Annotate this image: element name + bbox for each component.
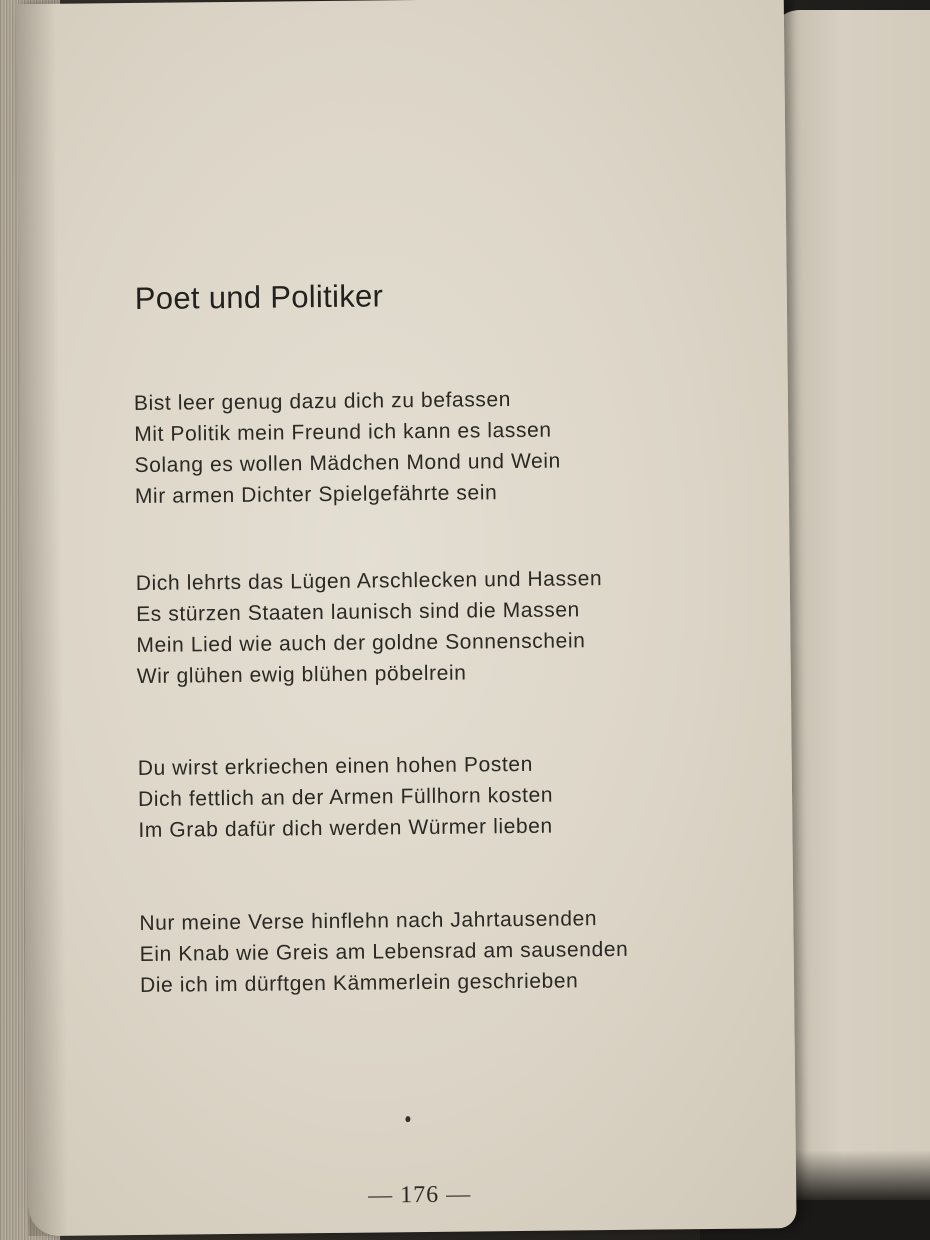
verse-line: Nur meine Verse hinflehn nach Jahrtausenden <box>139 907 598 935</box>
verse-line: Dich fettlich an der Armen Füllhorn kosten <box>137 783 554 811</box>
verse-line: Du wirst erkriechen einen hohen Posten <box>137 752 534 780</box>
book-page <box>16 0 797 1236</box>
stanza-1 <box>134 382 715 512</box>
stanza-3 <box>138 747 719 846</box>
page-number: — 176 — <box>368 1181 472 1209</box>
verse-line: Bist leer genug dazu dich zu befassen <box>133 388 512 416</box>
verse-line: Im Grab dafür dich werden Würmer lieben <box>138 814 553 842</box>
ink-dot <box>405 1116 410 1122</box>
verse-line: Ein Knab wie Greis am Lebensrad am sausenden <box>139 937 629 966</box>
verse-line: Es stürzen Staaten launisch sind die Massen <box>136 598 580 626</box>
verse-line: Solang es wollen Mädchen Mond und Wein <box>134 449 562 478</box>
verse-line: Mein Lied wie auch der goldne Sonnenschein <box>136 629 586 657</box>
verse-line: Wir glühen ewig blühen pöbelrein <box>136 661 467 688</box>
verse-line: Die ich im dürftgen Kämmerlein geschrieben <box>139 969 579 997</box>
stanza-2 <box>136 562 717 692</box>
poem-title: Poet und Politiker <box>134 278 384 316</box>
verse-line: Dich lehrts das Lügen Arschlecken und Hassen <box>135 567 603 595</box>
verse-line: Mit Politik mein Freund ich kann es lassen <box>134 418 552 447</box>
verse-line: Mir armen Dichter Spielgefährte sein <box>134 481 498 509</box>
stanza-4 <box>139 902 720 1001</box>
